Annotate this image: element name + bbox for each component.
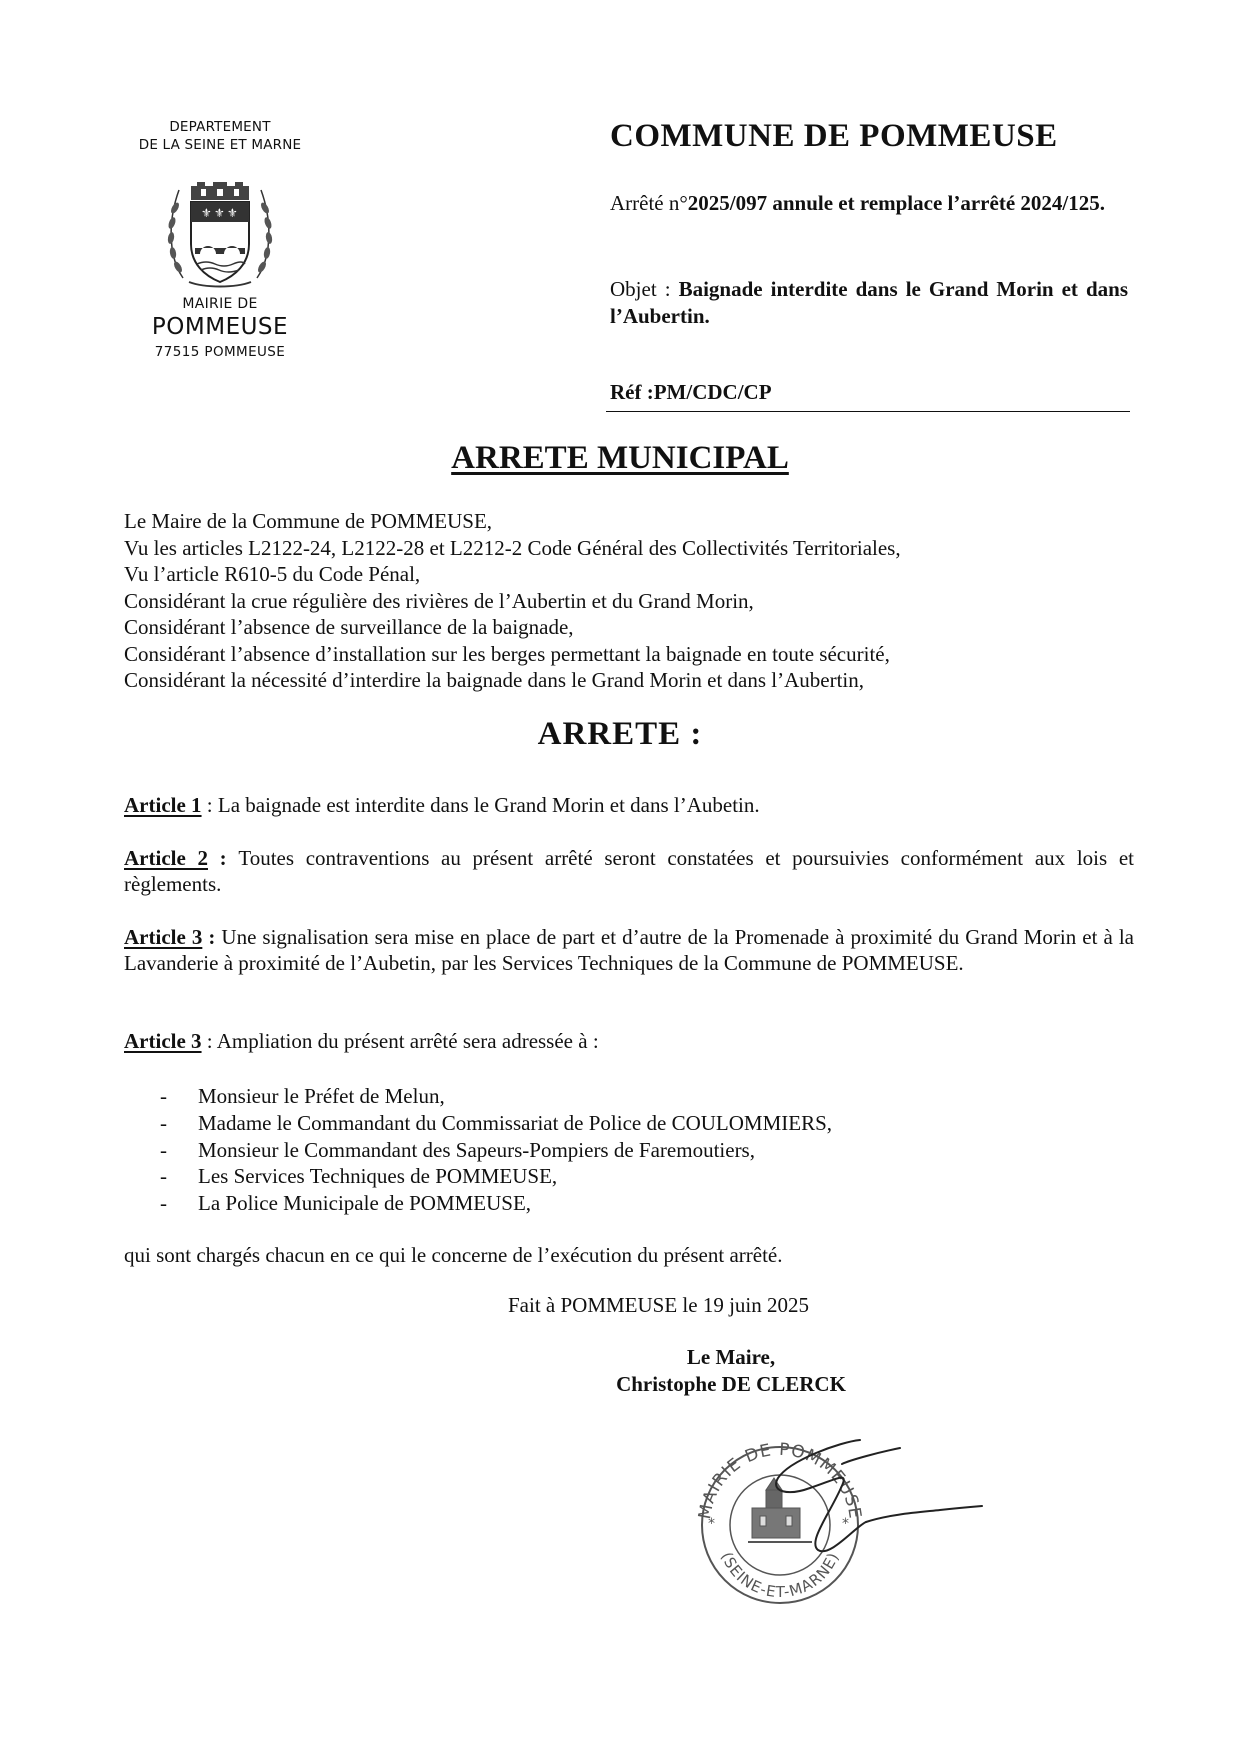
article-text: La baignade est interdite dans le Grand Morin et dans l’Aubetin.: [217, 793, 760, 817]
preamble-line: Vu l’article R610-5 du Code Pénal,: [124, 562, 421, 586]
article-text: Toutes contraventions au présent arrêté seront constatées et poursuivies conformément aux lois et règlements.: [124, 846, 1135, 896]
preamble-line: Considérant l’absence d’installation sur les berges permettant la baignade en toute sécurité,: [124, 641, 890, 666]
arrete-number: 2025/097 annule et remplace l’arrêté 2024/125.: [687, 191, 1105, 215]
preamble-line: Vu les articles L2122-24, L2122-28 et L2212-2 Code Général des Collectivités Territoriales,: [124, 535, 901, 560]
list-item: - Madame le Commandant du Commissariat de Police de COULOMMIERS,: [158, 1110, 1058, 1137]
mairie-address: 77515 POMMEUSE: [154, 344, 286, 360]
signature: [776, 1440, 982, 1551]
arrete-reference: [610, 190, 1128, 217]
article-label: Article 2: [124, 846, 208, 870]
decision-title: ARRETE :: [537, 716, 703, 752]
signatory-title: Le Maire,: [686, 1345, 776, 1369]
article-separator: :: [207, 846, 239, 870]
coat-of-arms-logo: [161, 178, 279, 290]
closing-statement: qui sont chargés chacun en ce qui le concerne de l’exécution du présent arrêté.: [124, 1243, 783, 1267]
official-stamp: [690, 1430, 1010, 1620]
article-label: Article 3: [124, 1029, 202, 1053]
list-item: - Monsieur le Préfet de Melun,: [158, 1083, 1058, 1110]
preamble-line: Considérant la crue régulière des rivières de l’Aubertin et du Grand Morin,: [124, 588, 754, 613]
objet-text: Baignade interdite dans le Grand Morin et dans l’Aubertin.: [610, 277, 1128, 328]
article-2: [124, 846, 1134, 897]
preamble-line: Le Maire de la Commune de POMMEUSE,: [124, 509, 493, 533]
list-item: - La Police Municipale de POMMEUSE,: [158, 1190, 1058, 1217]
article-1: [124, 793, 1134, 819]
letterhead: [120, 118, 320, 360]
article-3: [124, 925, 1134, 976]
svg-text:*: *: [842, 1516, 849, 1532]
svg-text:⚜: ⚜: [214, 206, 225, 220]
main-title: [0, 440, 1240, 477]
department-line-1: DEPARTEMENT: [169, 119, 271, 135]
svg-text:⚜: ⚜: [227, 206, 238, 220]
article-3-ampliation: [124, 1029, 1134, 1055]
preamble-line: Considérant l’absence de surveillance de la baignade,: [124, 615, 574, 639]
list-item: - Monsieur le Commandant des Sapeurs-Pompiers de Faremoutiers,: [158, 1137, 1058, 1164]
signatory-name: Christophe DE CLERCK: [616, 1372, 846, 1396]
svg-text:⚜: ⚜: [201, 206, 212, 220]
article-text: Une signalisation sera mise en place de part et d’autre de la Promenade à proximité du Grand Morin et à la Lavanderie à proximité de l’Aubetin, par les Services Techniques de la Commune de POMMEUSE.: [124, 925, 1134, 975]
stamp-top-text: MAIRIE DE POMMEUSE: [695, 1439, 865, 1521]
article-separator: :: [201, 793, 218, 817]
department-line-2: DE LA SEINE ET MARNE: [138, 137, 302, 153]
objet: [610, 276, 1128, 330]
commune-title: COMMUNE DE POMMEUSE: [610, 118, 1058, 154]
reference-code: Réf :PM/CDC/CP: [610, 380, 772, 404]
article-label: Article 3: [124, 925, 203, 949]
article-separator: :: [202, 925, 222, 949]
arrete-prefix: Arrêté n°: [610, 191, 688, 215]
church-icon: [748, 1478, 812, 1542]
article-separator: :: [201, 1029, 217, 1053]
stamp-bottom-text: (SEINE-ET-MARNE): [717, 1549, 843, 1602]
signed-at-date: Fait à POMMEUSE le 19 juin 2025: [508, 1293, 810, 1317]
preamble-line: Considérant la nécessité d’interdire la baignade dans le Grand Morin et dans l’Aubertin,: [124, 668, 865, 692]
svg-text:*: *: [708, 1516, 715, 1532]
objet-label: Objet :: [610, 277, 679, 301]
recipients-list: [158, 1083, 1058, 1217]
list-item: - Les Services Techniques de POMMEUSE,: [158, 1163, 1058, 1190]
main-title-text: ARRETE MUNICIPAL: [451, 440, 789, 476]
article-label: Article 1: [124, 793, 202, 817]
reference-underline: [606, 411, 1130, 412]
mairie-de-label: MAIRIE DE: [182, 296, 258, 312]
mairie-name: POMMEUSE: [151, 314, 289, 340]
article-text: Ampliation du présent arrêté sera adressée à :: [216, 1029, 599, 1053]
preamble: [124, 508, 1134, 694]
